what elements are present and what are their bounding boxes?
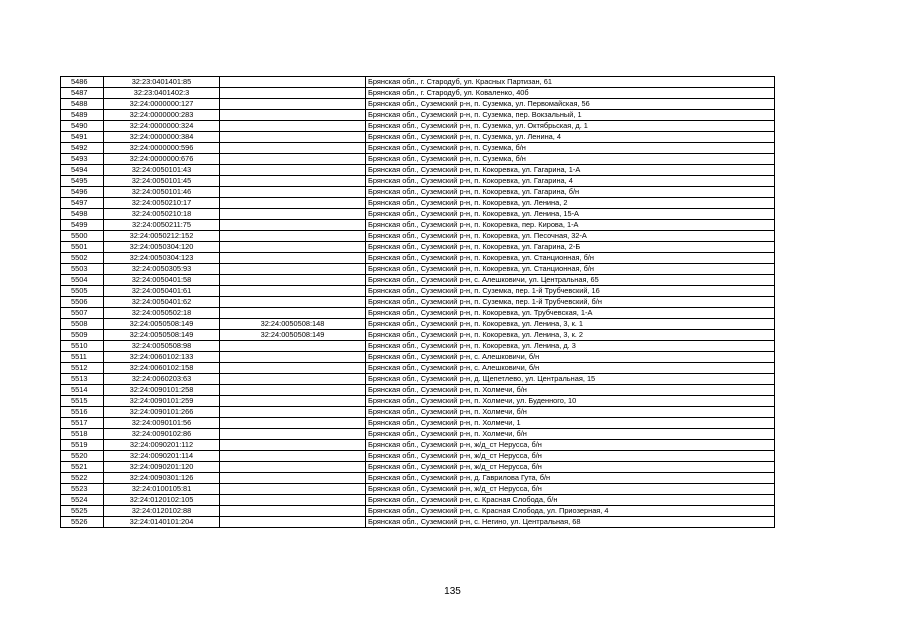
cadastral-number-cell: 32:24:0120102:105 (104, 495, 220, 506)
cadastral-number-cell: 32:24:0090101:259 (104, 396, 220, 407)
table-row (61, 220, 775, 231)
address-cell: Брянская обл., Суземский р-н, п. Кокоревка, ул. Ленина, 3, к. 1 (366, 319, 775, 330)
address-cell: Брянская обл., Суземский р-н, п. Суземка, ул. Октябрьская, д. 1 (366, 121, 775, 132)
previous-number-cell (220, 308, 366, 319)
address-cell: Брянская обл., Суземский р-н, п. Кокоревка, пер. Кирова, 1-А (366, 220, 775, 231)
cadastral-number-cell: 32:24:0090102:86 (104, 429, 220, 440)
cadastral-number-cell: 32:24:0050210:18 (104, 209, 220, 220)
address-cell: Брянская обл., Суземский р-н, с. Алешковичи, ул. Центральная, 65 (366, 275, 775, 286)
previous-number-cell (220, 132, 366, 143)
table-row (61, 297, 775, 308)
cadastral-number-cell: 32:24:0000000:676 (104, 154, 220, 165)
previous-number-cell (220, 143, 366, 154)
row-number-cell: 5505 (61, 286, 104, 297)
address-cell: Брянская обл., Суземский р-н, с. Алешковичи, б/н (366, 363, 775, 374)
previous-number-cell (220, 286, 366, 297)
table-row (61, 363, 775, 374)
previous-number-cell (220, 297, 366, 308)
table-row (61, 110, 775, 121)
cadastral-number-cell: 32:24:0090301:126 (104, 473, 220, 484)
previous-number-cell (220, 451, 366, 462)
registry-table-body (61, 77, 775, 528)
previous-number-cell: 32:24:0050508:149 (220, 330, 366, 341)
table-row (61, 385, 775, 396)
row-number-cell: 5490 (61, 121, 104, 132)
table-row (61, 143, 775, 154)
address-cell: Брянская обл., Суземский р-н, п. Суземка, ул. Ленина, 4 (366, 132, 775, 143)
address-cell: Брянская обл., Суземский р-н, д. Гаврилова Гута, б/н (366, 473, 775, 484)
row-number-cell: 5518 (61, 429, 104, 440)
cadastral-number-cell: 32:24:0050101:46 (104, 187, 220, 198)
address-cell: Брянская обл., Суземский р-н, п. Кокоревка, ул. Станционная, б/н (366, 253, 775, 264)
row-number-cell: 5519 (61, 440, 104, 451)
table-row (61, 165, 775, 176)
address-cell: Брянская обл., г. Стародуб, ул. Коваленко, 40б (366, 88, 775, 99)
row-number-cell: 5526 (61, 517, 104, 528)
address-cell: Брянская обл., Суземский р-н, п. Суземка, б/н (366, 143, 775, 154)
table-row (61, 396, 775, 407)
row-number-cell: 5515 (61, 396, 104, 407)
address-cell: Брянская обл., Суземский р-н, п. Кокоревка, ул. Гагарина, 4 (366, 176, 775, 187)
previous-number-cell (220, 374, 366, 385)
cadastral-number-cell: 32:24:0000000:384 (104, 132, 220, 143)
previous-number-cell (220, 495, 366, 506)
address-cell: Брянская обл., Суземский р-н, п. Кокоревка, ул. Ленина, д. 3 (366, 341, 775, 352)
address-cell: Брянская обл., Суземский р-н, п. Суземка, пер. Вокзальный, 1 (366, 110, 775, 121)
address-cell: Брянская обл., Суземский р-н, п. Суземка, б/н (366, 154, 775, 165)
table-row (61, 462, 775, 473)
row-number-cell: 5508 (61, 319, 104, 330)
row-number-cell: 5517 (61, 418, 104, 429)
previous-number-cell (220, 352, 366, 363)
address-cell: Брянская обл., Суземский р-н, п. Холмечи, б/н (366, 407, 775, 418)
row-number-cell: 5509 (61, 330, 104, 341)
previous-number-cell (220, 506, 366, 517)
cadastral-number-cell: 32:24:0090101:258 (104, 385, 220, 396)
row-number-cell: 5502 (61, 253, 104, 264)
table-row (61, 451, 775, 462)
previous-number-cell (220, 242, 366, 253)
previous-number-cell (220, 264, 366, 275)
previous-number-cell (220, 187, 366, 198)
previous-number-cell (220, 121, 366, 132)
previous-number-cell (220, 418, 366, 429)
table-row (61, 429, 775, 440)
previous-number-cell (220, 407, 366, 418)
address-cell: Брянская обл., Суземский р-н, п. Холмечи, б/н (366, 429, 775, 440)
address-cell: Брянская обл., Суземский р-н, п. Холмечи, 1 (366, 418, 775, 429)
cadastral-number-cell: 32:24:0050508:149 (104, 330, 220, 341)
previous-number-cell (220, 176, 366, 187)
row-number-cell: 5512 (61, 363, 104, 374)
cadastral-number-cell: 32:24:0050508:149 (104, 319, 220, 330)
row-number-cell: 5520 (61, 451, 104, 462)
cadastral-number-cell: 32:24:0050502:18 (104, 308, 220, 319)
table-row (61, 473, 775, 484)
row-number-cell: 5525 (61, 506, 104, 517)
row-number-cell: 5491 (61, 132, 104, 143)
cadastral-number-cell: 32:24:0090201:120 (104, 462, 220, 473)
table-row (61, 99, 775, 110)
cadastral-number-cell: 32:24:0060203:63 (104, 374, 220, 385)
table-row (61, 407, 775, 418)
row-number-cell: 5493 (61, 154, 104, 165)
cadastral-number-cell: 32:24:0050401:58 (104, 275, 220, 286)
previous-number-cell (220, 165, 366, 176)
row-number-cell: 5488 (61, 99, 104, 110)
table-row (61, 275, 775, 286)
table-row (61, 440, 775, 451)
table-row (61, 264, 775, 275)
row-number-cell: 5503 (61, 264, 104, 275)
cadastral-number-cell: 32:23:0401401:85 (104, 77, 220, 88)
row-number-cell: 5524 (61, 495, 104, 506)
cadastral-number-cell: 32:24:0100105:81 (104, 484, 220, 495)
previous-number-cell: 32:24:0050508:148 (220, 319, 366, 330)
address-cell: Брянская обл., Суземский р-н, с. Алешковичи, б/н (366, 352, 775, 363)
address-cell: Брянская обл., Суземский р-н, ж/д_ст Нерусса, б/н (366, 451, 775, 462)
cadastral-number-cell: 32:24:0120102:88 (104, 506, 220, 517)
cadastral-number-cell: 32:24:0050101:45 (104, 176, 220, 187)
row-number-cell: 5487 (61, 88, 104, 99)
cadastral-number-cell: 32:24:0090201:112 (104, 440, 220, 451)
address-cell: Брянская обл., Суземский р-н, п. Кокоревка, ул. Гагарина, 2-Б (366, 242, 775, 253)
table-row (61, 330, 775, 341)
row-number-cell: 5504 (61, 275, 104, 286)
row-number-cell: 5513 (61, 374, 104, 385)
previous-number-cell (220, 231, 366, 242)
previous-number-cell (220, 253, 366, 264)
row-number-cell: 5499 (61, 220, 104, 231)
address-cell: Брянская обл., г. Стародуб, ул. Красных Партизан, 61 (366, 77, 775, 88)
previous-number-cell (220, 363, 366, 374)
address-cell: Брянская обл., Суземский р-н, ж/д_ст Нерусса, б/н (366, 484, 775, 495)
table-row (61, 242, 775, 253)
cadastral-number-cell: 32:24:0090101:266 (104, 407, 220, 418)
cadastral-number-cell: 32:24:0000000:127 (104, 99, 220, 110)
previous-number-cell (220, 517, 366, 528)
address-cell: Брянская обл., Суземский р-н, п. Кокоревка, ул. Ленина, 15-А (366, 209, 775, 220)
row-number-cell: 5497 (61, 198, 104, 209)
cadastral-number-cell: 32:24:0050211:75 (104, 220, 220, 231)
previous-number-cell (220, 440, 366, 451)
registry-table (60, 76, 775, 528)
address-cell: Брянская обл., Суземский р-н, п. Кокоревка, ул. Станционная, б/н (366, 264, 775, 275)
row-number-cell: 5500 (61, 231, 104, 242)
row-number-cell: 5489 (61, 110, 104, 121)
table-row (61, 484, 775, 495)
previous-number-cell (220, 484, 366, 495)
row-number-cell: 5507 (61, 308, 104, 319)
previous-number-cell (220, 99, 366, 110)
row-number-cell: 5495 (61, 176, 104, 187)
table-row (61, 517, 775, 528)
cadastral-number-cell: 32:24:0050304:120 (104, 242, 220, 253)
address-cell: Брянская обл., Суземский р-н, с. Негино, ул. Центральная, 68 (366, 517, 775, 528)
table-row (61, 154, 775, 165)
address-cell: Брянская обл., Суземский р-н, п. Холмечи, ул. Буденного, 10 (366, 396, 775, 407)
table-row (61, 231, 775, 242)
previous-number-cell (220, 396, 366, 407)
table-row (61, 418, 775, 429)
address-cell: Брянская обл., Суземский р-н, п. Кокоревка, ул. Гагарина, б/н (366, 187, 775, 198)
address-cell: Брянская обл., Суземский р-н, п. Кокоревка, ул. Ленина, 3, к. 2 (366, 330, 775, 341)
table-row (61, 187, 775, 198)
row-number-cell: 5496 (61, 187, 104, 198)
cadastral-number-cell: 32:24:0050212:152 (104, 231, 220, 242)
address-cell: Брянская обл., Суземский р-н, с. Красная Слобода, ул. Приозерная, 4 (366, 506, 775, 517)
table-row (61, 374, 775, 385)
previous-number-cell (220, 275, 366, 286)
row-number-cell: 5522 (61, 473, 104, 484)
previous-number-cell (220, 198, 366, 209)
row-number-cell: 5498 (61, 209, 104, 220)
previous-number-cell (220, 473, 366, 484)
previous-number-cell (220, 341, 366, 352)
address-cell: Брянская обл., Суземский р-н, п. Кокоревка, ул. Гагарина, 1-А (366, 165, 775, 176)
cadastral-number-cell: 32:24:0090101:56 (104, 418, 220, 429)
cadastral-number-cell: 32:24:0050210:17 (104, 198, 220, 209)
previous-number-cell (220, 209, 366, 220)
previous-number-cell (220, 110, 366, 121)
table-row (61, 506, 775, 517)
cadastral-number-cell: 32:24:0050401:61 (104, 286, 220, 297)
address-cell: Брянская обл., Суземский р-н, п. Суземка, пер. 1-й Трубчевский, 16 (366, 286, 775, 297)
cadastral-number-cell: 32:24:0050101:43 (104, 165, 220, 176)
row-number-cell: 5492 (61, 143, 104, 154)
cadastral-number-cell: 32:24:0060102:133 (104, 352, 220, 363)
row-number-cell: 5501 (61, 242, 104, 253)
address-cell: Брянская обл., Суземский р-н, с. Красная Слобода, б/н (366, 495, 775, 506)
previous-number-cell (220, 154, 366, 165)
table-row (61, 341, 775, 352)
previous-number-cell (220, 220, 366, 231)
cadastral-number-cell: 32:23:0401402:3 (104, 88, 220, 99)
cadastral-number-cell: 32:24:0000000:596 (104, 143, 220, 154)
table-row (61, 209, 775, 220)
table-row (61, 77, 775, 88)
cadastral-number-cell: 32:24:0050508:98 (104, 341, 220, 352)
previous-number-cell (220, 385, 366, 396)
address-cell: Брянская обл., Суземский р-н, ж/д_ст Нерусса, б/н (366, 462, 775, 473)
previous-number-cell (220, 429, 366, 440)
cadastral-number-cell: 32:24:0090201:114 (104, 451, 220, 462)
table-row (61, 132, 775, 143)
table-row (61, 352, 775, 363)
row-number-cell: 5494 (61, 165, 104, 176)
table-row (61, 176, 775, 187)
address-cell: Брянская обл., Суземский р-н, п. Суземка, ул. Первомайская, 56 (366, 99, 775, 110)
address-cell: Брянская обл., Суземский р-н, п. Суземка, пер. 1-й Трубчевский, б/н (366, 297, 775, 308)
address-cell: Брянская обл., Суземский р-н, п. Кокоревка, ул. Песочная, 32-А (366, 231, 775, 242)
row-number-cell: 5516 (61, 407, 104, 418)
row-number-cell: 5511 (61, 352, 104, 363)
row-number-cell: 5486 (61, 77, 104, 88)
table-row (61, 286, 775, 297)
cadastral-number-cell: 32:24:0050401:62 (104, 297, 220, 308)
table-row (61, 319, 775, 330)
address-cell: Брянская обл., Суземский р-н, п. Кокоревка, ул. Ленина, 2 (366, 198, 775, 209)
previous-number-cell (220, 462, 366, 473)
cadastral-number-cell: 32:24:0050304:123 (104, 253, 220, 264)
table-row (61, 88, 775, 99)
table-row (61, 253, 775, 264)
row-number-cell: 5510 (61, 341, 104, 352)
previous-number-cell (220, 88, 366, 99)
table-row (61, 308, 775, 319)
cadastral-number-cell: 32:24:0000000:283 (104, 110, 220, 121)
cadastral-number-cell: 32:24:0140101:204 (104, 517, 220, 528)
table-row (61, 198, 775, 209)
row-number-cell: 5514 (61, 385, 104, 396)
row-number-cell: 5506 (61, 297, 104, 308)
cadastral-number-cell: 32:24:0060102:158 (104, 363, 220, 374)
address-cell: Брянская обл., Суземский р-н, п. Холмечи, б/н (366, 385, 775, 396)
address-cell: Брянская обл., Суземский р-н, п. Кокоревка, ул. Трубчевская, 1-А (366, 308, 775, 319)
cadastral-number-cell: 32:24:0050305:93 (104, 264, 220, 275)
previous-number-cell (220, 77, 366, 88)
table-row (61, 121, 775, 132)
cadastral-number-cell: 32:24:0000000:324 (104, 121, 220, 132)
address-cell: Брянская обл., Суземский р-н, ж/д_ст Нерусса, б/н (366, 440, 775, 451)
table-row (61, 495, 775, 506)
row-number-cell: 5523 (61, 484, 104, 495)
address-cell: Брянская обл., Суземский р-н, д. Щепетлево, ул. Центральная, 15 (366, 374, 775, 385)
row-number-cell: 5521 (61, 462, 104, 473)
page-number: 135 (444, 586, 461, 597)
